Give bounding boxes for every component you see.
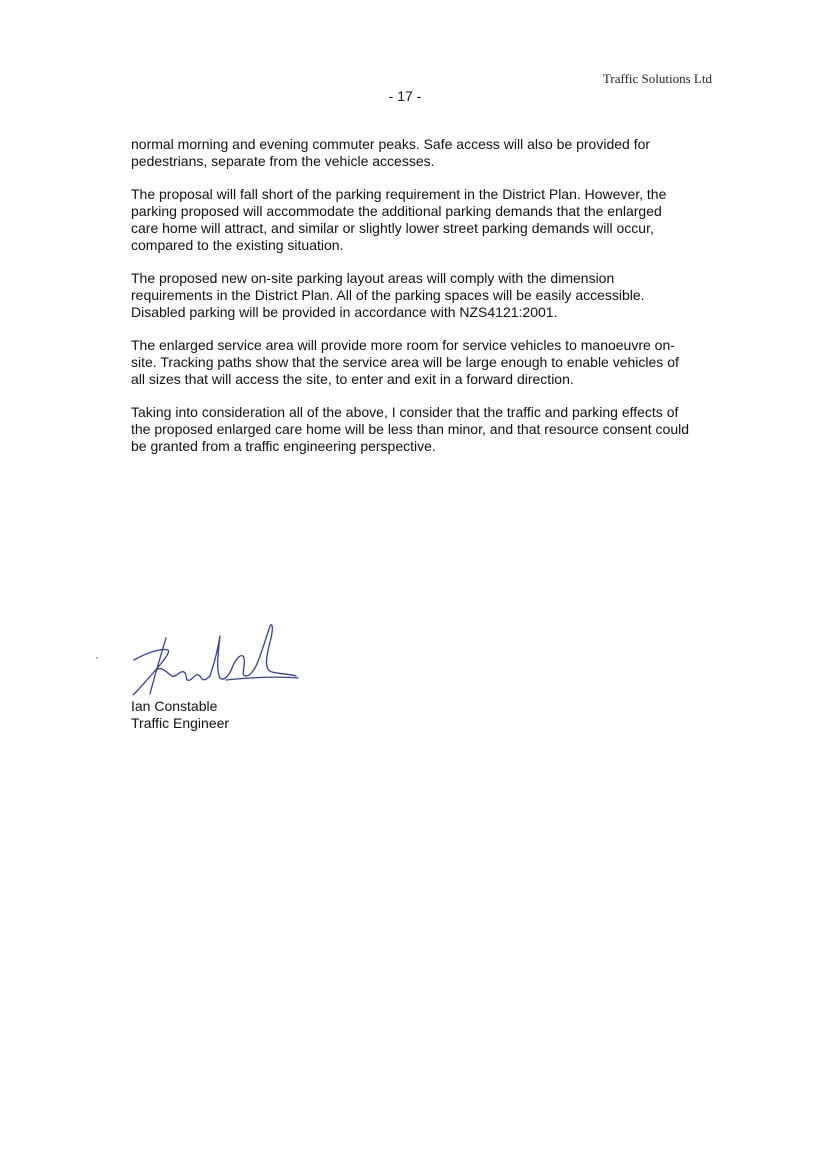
body-text bbox=[131, 136, 691, 471]
paragraph: Taking into consideration all of the above, I consider that the traffic and parking effects of the proposed enlarged care home will be less than minor, and that resource consent could be granted from a traffic engineering perspective. bbox=[131, 404, 690, 454]
signer-name: Ian Constable bbox=[131, 698, 218, 714]
header-company-name: Traffic Solutions Ltd bbox=[602, 71, 712, 86]
paragraph: The proposed new on-site parking layout areas will comply with the dimension requirements in the District Plan. All of the parking spaces will be easily accessible. Disabled parking will be provided in accordance with NZS4121:2001. bbox=[131, 270, 645, 320]
paragraph: The enlarged service area will provide more room for service vehicles to manoeuvre on-site. Tracking paths show that the service area will be large enough to enable vehicles of all sizes that will access the site, to enter and exit in a forward direction. bbox=[131, 337, 679, 387]
paragraph: The proposal will fall short of the parking requirement in the District Plan. However, the parking proposed will accommodate the additional parking demands that the enlarged care home will attract, and similar or slightly lower street parking demands will occur, compared to the existing situation. bbox=[131, 186, 667, 253]
page-number: - 17 - bbox=[388, 88, 422, 104]
scan-speck bbox=[96, 657, 98, 659]
handwritten-signature bbox=[126, 618, 306, 703]
signer-details bbox=[131, 698, 229, 732]
paragraph: normal morning and evening commuter peaks. Safe access will also be provided for pedestrians, separate from the vehicle accesses. bbox=[131, 136, 651, 169]
signer-title: Traffic Engineer bbox=[131, 715, 230, 731]
